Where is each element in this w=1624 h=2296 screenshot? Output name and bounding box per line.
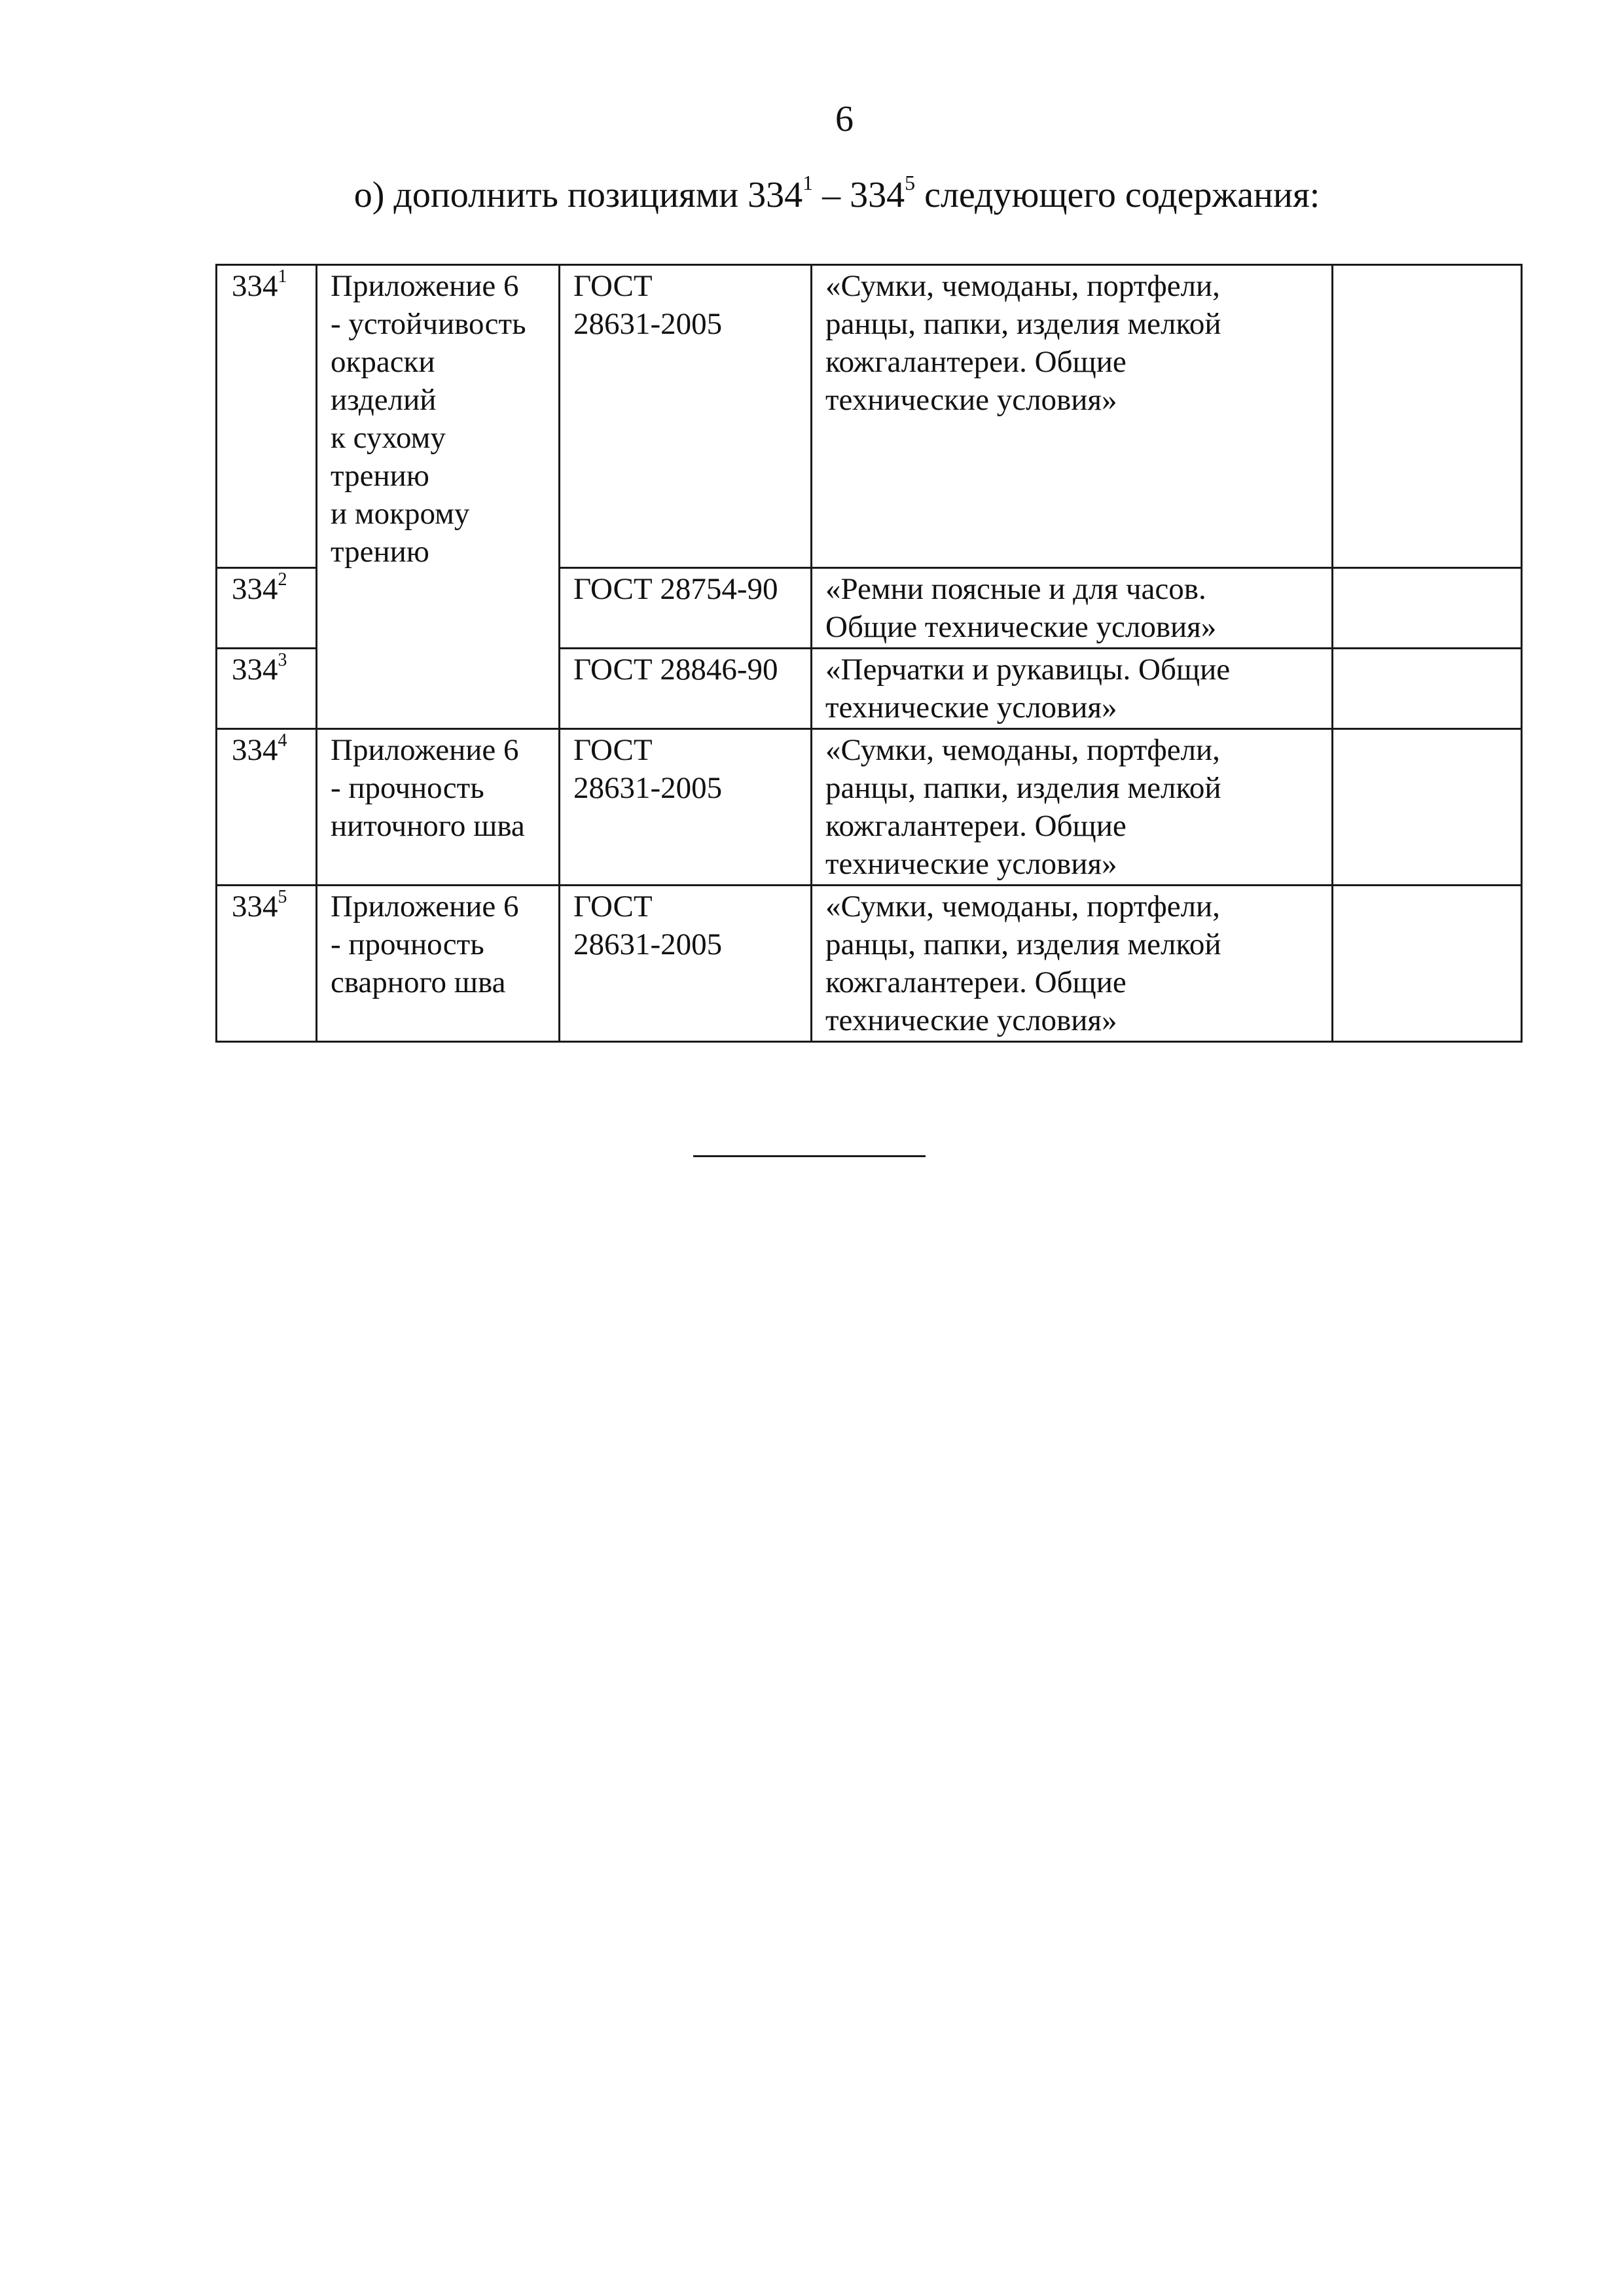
extra-cell: [1333, 649, 1522, 729]
position-number-superscript: 3: [278, 650, 287, 671]
standard-cell: ГОСТ 28631-2005: [560, 886, 812, 1042]
intro-from-superscript: 1: [803, 171, 814, 195]
standard-cell: ГОСТ 28631-2005: [560, 265, 812, 568]
position-number: 334: [232, 653, 278, 687]
position-number-superscript: 1: [278, 266, 287, 287]
position-number-cell: [217, 649, 317, 729]
position-number: 334: [232, 733, 278, 767]
positions-table: [215, 264, 1523, 1043]
extra-cell: [1333, 729, 1522, 886]
intro-dash: – 334: [813, 175, 905, 215]
intro-paragraph: [0, 173, 1624, 217]
appendix-cell: Приложение 6 - устойчивость окраски изделий к сухому трению и мокрому трению: [317, 265, 560, 729]
standard-cell: ГОСТ 28754-90: [560, 568, 812, 649]
standard-title-cell: «Перчатки и рукавицы. Общие технические условия»: [812, 649, 1333, 729]
position-number-cell: [217, 568, 317, 649]
position-number: 334: [232, 269, 278, 303]
extra-cell: [1333, 886, 1522, 1042]
table-row: [217, 886, 1522, 1042]
position-number: 334: [232, 572, 278, 606]
position-number-superscript: 5: [278, 887, 287, 908]
standard-title-cell: «Ремни поясные и для часов. Общие технические условия»: [812, 568, 1333, 649]
standard-title-cell: «Сумки, чемоданы, портфели, ранцы, папки, изделия мелкой кожгалантереи. Общие технические условия»: [812, 729, 1333, 886]
standard-cell: ГОСТ 28631-2005: [560, 729, 812, 886]
extra-cell: [1333, 568, 1522, 649]
position-number: 334: [232, 889, 278, 924]
table-row: [217, 729, 1522, 886]
position-number-cell: [217, 729, 317, 886]
extra-cell: [1333, 265, 1522, 568]
page-number: 6: [835, 99, 854, 139]
appendix-cell: Приложение 6 - прочность ниточного шва: [317, 729, 560, 886]
position-number-superscript: 4: [278, 730, 287, 751]
intro-prefix: о) дополнить позициями 334: [353, 175, 803, 215]
position-number-cell: [217, 886, 317, 1042]
table-row: [217, 265, 1522, 568]
position-number-cell: [217, 265, 317, 568]
standard-title-cell: «Сумки, чемоданы, портфели, ранцы, папки, изделия мелкой кожгалантереи. Общие технические условия»: [812, 265, 1333, 568]
intro-to-superscript: 5: [905, 171, 916, 195]
position-number-superscript: 2: [278, 569, 287, 590]
end-divider: [693, 1155, 926, 1157]
standard-cell: ГОСТ 28846-90: [560, 649, 812, 729]
intro-suffix: следующего содержания:: [915, 175, 1320, 215]
appendix-cell: Приложение 6 - прочность сварного шва: [317, 886, 560, 1042]
standard-title-cell: «Сумки, чемоданы, портфели, ранцы, папки, изделия мелкой кожгалантереи. Общие технические условия»: [812, 886, 1333, 1042]
